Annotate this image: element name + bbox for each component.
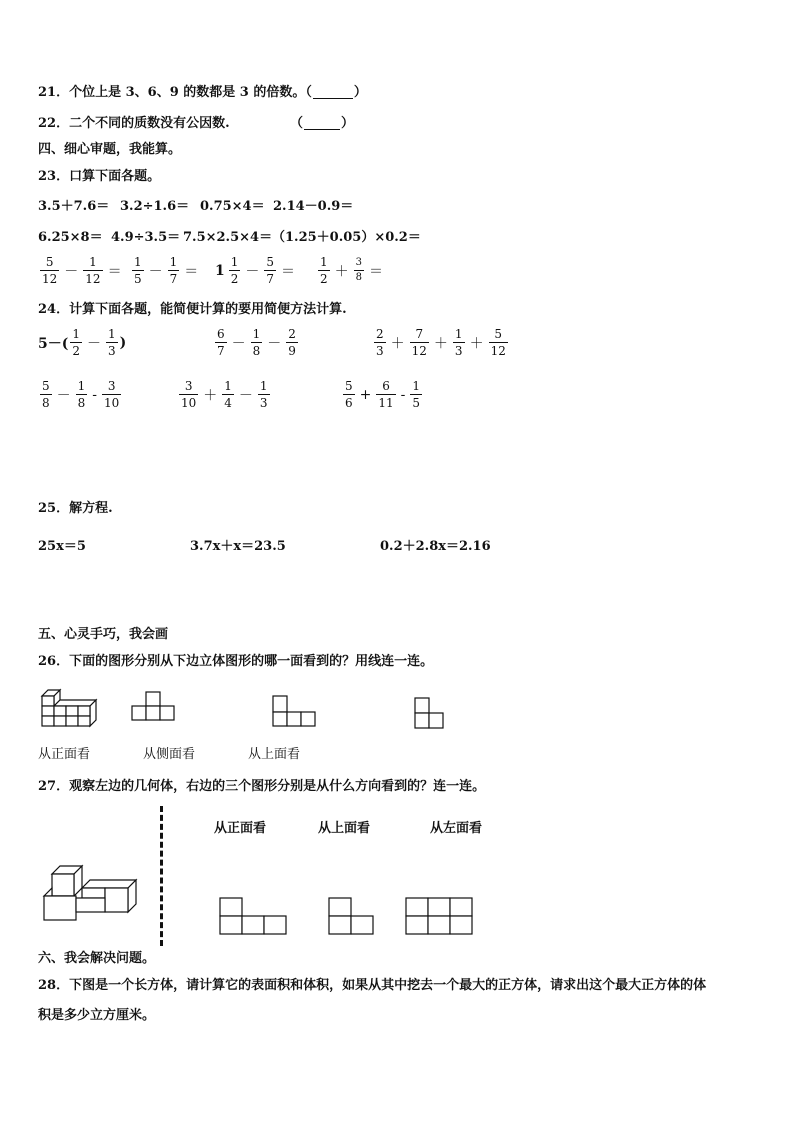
fraction: $\frac{1}{7}$ — [169, 255, 178, 286]
question-28-line-2: 积是多少立方厘米。 — [38, 1008, 156, 1023]
fraction: $\frac{1}{12}$ — [85, 255, 101, 286]
fraction: $\frac{1}{2}$ — [230, 255, 239, 286]
calc-paren-expression: （1.25＋0.05）×0.2＝ — [272, 230, 421, 245]
calc-2-14-minus-0-9: 2.14－0.9＝ — [273, 199, 354, 214]
whole-number: 1 — [215, 262, 225, 279]
equals-sign: ＝ — [107, 263, 122, 280]
fraction: $\frac{5}{12}$ — [490, 327, 506, 358]
q26-label-side: 从侧面看 — [143, 747, 196, 762]
fraction-expr-a — [38, 256, 125, 285]
plus-sign: ＋ — [334, 263, 349, 280]
q27-label-top: 从上面看 — [318, 821, 371, 836]
minus-sign: - — [92, 386, 98, 403]
expr-tail: ) — [119, 334, 127, 351]
minus-sign: － — [231, 335, 246, 352]
fraction: $\frac{6}{11}$ — [378, 379, 394, 410]
section-4-heading: 四、细心审题，我能算。 — [38, 142, 182, 157]
fraction: $\frac{1}{5}$ — [134, 255, 142, 286]
expr-lead: 5－( — [38, 335, 69, 352]
plus-sign: ＋ — [203, 387, 218, 404]
fraction-expr-c — [215, 256, 298, 285]
fraction: $\frac{1}{2}$ — [72, 327, 81, 358]
minus-sign: － — [267, 335, 282, 352]
fraction: $\frac{6}{7}$ — [217, 327, 225, 358]
question-22 — [38, 117, 230, 130]
minus-sign: － — [64, 263, 79, 280]
fraction: $\frac{5}{7}$ — [266, 255, 275, 286]
q26-label-front: 从正面看 — [38, 747, 91, 762]
paren-close: ） — [353, 85, 367, 100]
q27-view-b — [327, 896, 377, 938]
plus-sign: ＋ — [433, 335, 448, 352]
q26-view-c — [414, 696, 448, 732]
q26-view-b — [272, 694, 320, 730]
fraction: $\frac{3}{10}$ — [181, 379, 197, 410]
q24-expr-1 — [38, 328, 126, 357]
calc-6-25-times-8: 6.25×8＝ — [38, 230, 103, 245]
q26-label-top: 从上面看 — [248, 747, 301, 762]
question-24-title: 24．计算下面各题，能简便计算的要用简便方法计算. — [38, 302, 347, 317]
q27-label-front: 从正面看 — [214, 821, 267, 836]
q26-solid-figure — [38, 686, 102, 730]
fraction: $\frac{1}{3}$ — [259, 379, 268, 410]
fraction: $\frac{7}{12}$ — [411, 327, 427, 358]
fraction: $\frac{1}{2}$ — [320, 255, 328, 286]
minus-sign: － — [56, 387, 71, 404]
q27-solid-figure — [40, 862, 140, 924]
plus-sign: + — [359, 386, 372, 403]
minus-sign: － — [87, 335, 102, 352]
fraction: $\frac{1}{8}$ — [77, 379, 86, 410]
calc-3-2-div-1-6: 3.2÷1.6＝ — [120, 199, 190, 214]
q24-expr-5 — [177, 380, 272, 409]
question-26-title: 26．下面的图形分别从下边立体图形的哪一面看到的？用线连一连。 — [38, 654, 434, 669]
answer-blank-21[interactable] — [313, 86, 353, 99]
minus-sign: － — [245, 263, 260, 280]
fraction: $\frac{1}{4}$ — [224, 379, 232, 410]
equation-2: 3.7x＋x＝23.5 — [190, 539, 286, 554]
fraction: $\frac{5}{6}$ — [345, 379, 353, 410]
question-21-text: 21．个位上是 3、6、9 的数都是 3 的倍数。（ — [38, 85, 312, 100]
calc-4-9-div-3-5: 4.9÷3.5＝ — [111, 230, 181, 245]
calc-3-5-plus-7-6: 3.5＋7.6＝ — [38, 199, 110, 214]
question-21 — [38, 86, 367, 99]
dashed-divider — [160, 806, 163, 946]
fraction-expr-b — [130, 256, 201, 285]
q24-expr-3 — [372, 328, 510, 357]
paren-open: （ — [290, 116, 304, 131]
paren-close: ） — [341, 116, 355, 131]
q26-view-a — [131, 690, 177, 728]
question-25-title: 25．解方程. — [38, 501, 113, 516]
equation-3: 0.2＋2.8x＝2.16 — [380, 539, 491, 554]
q27-label-left: 从左面看 — [430, 821, 483, 836]
calc-7-5-times-2-5-times-4: 7.5×2.5×4＝ — [183, 230, 273, 245]
fraction: $\frac{5}{12}$ — [42, 255, 58, 286]
q24-expr-4 — [38, 380, 123, 409]
q24-expr-6 — [341, 380, 424, 409]
fraction: $\frac{5}{8}$ — [42, 379, 50, 410]
q27-view-a — [218, 896, 290, 938]
minus-sign: － — [238, 387, 253, 404]
q24-expr-2 — [213, 328, 300, 357]
question-22-answer — [290, 117, 354, 130]
equation-1: 25x＝5 — [38, 539, 86, 554]
answer-blank-22[interactable] — [304, 117, 340, 130]
section-6-heading: 六、我会解决问题。 — [38, 951, 156, 966]
question-22-text: 22．二个不同的质数没有公因数. — [38, 116, 230, 131]
equals-sign: ＝ — [369, 263, 384, 280]
question-28-line-1: 28．下图是一个长方体，请计算它的表面积和体积，如果从其中挖去一个最大的正方体，请求出这个最大正方体的体 — [38, 978, 707, 993]
question-27-title: 27．观察左边的几何体，右边的三个图形分别是从什么方向看到的？连一连。 — [38, 779, 486, 794]
calc-0-75-times-4: 0.75×4＝ — [200, 199, 265, 214]
section-5-heading: 五、心灵手巧，我会画 — [38, 627, 169, 642]
equals-sign: ＝ — [184, 263, 199, 280]
fraction: $\frac{1}{3}$ — [454, 327, 463, 358]
q27-view-c — [404, 896, 476, 938]
plus-sign: ＋ — [390, 335, 405, 352]
question-23-title: 23．口算下面各题。 — [38, 169, 161, 184]
minus-sign: － — [148, 263, 163, 280]
fraction: $\frac{1}{3}$ — [108, 327, 116, 358]
fraction: $\frac{1}{8}$ — [252, 327, 261, 358]
minus-sign: - — [400, 386, 406, 403]
fraction: $\frac{3}{8}$ — [355, 257, 363, 283]
fraction: $\frac{2}{3}$ — [376, 327, 384, 358]
fraction: $\frac{3}{10}$ — [104, 379, 120, 410]
plus-sign: ＋ — [469, 335, 484, 352]
fraction-expr-d — [316, 256, 386, 285]
fraction: $\frac{2}{9}$ — [288, 327, 296, 358]
fraction: $\frac{1}{5}$ — [412, 379, 421, 410]
equals-sign: ＝ — [281, 263, 296, 280]
